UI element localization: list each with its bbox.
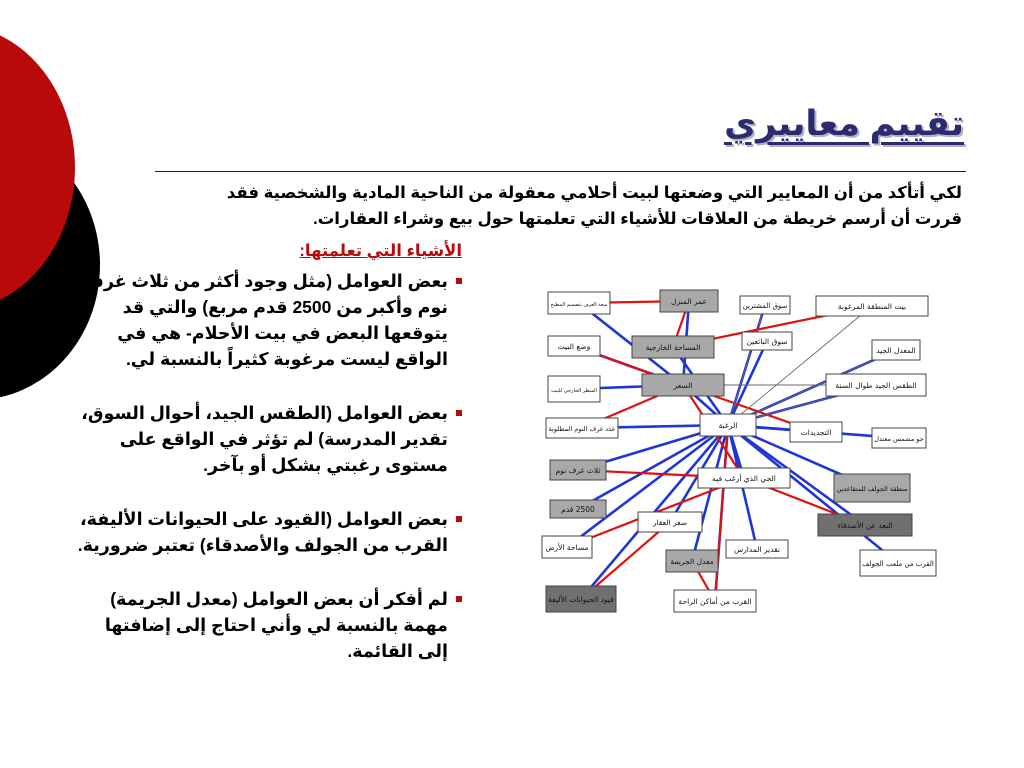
map-node-label: المساحة الخارجية	[645, 343, 701, 352]
map-node-n24	[666, 550, 718, 572]
map-node-n9	[548, 376, 600, 402]
list-item: بعض العوامل (الطقس الجيد، أحوال السوق، تقدير المدرسة) لم تؤثر في الواقع على مستوى رغبتي بشكل أو بآخر.	[70, 400, 462, 478]
map-node-n4	[816, 296, 928, 316]
map-link	[728, 306, 872, 425]
map-node-label: التجديدات	[800, 428, 832, 437]
map-node-n19	[550, 500, 606, 518]
map-node-label: القرب من أماكن الراحة	[678, 597, 752, 606]
map-node-label: القرب من ملعب الجولف	[862, 560, 934, 568]
map-node-n26	[674, 590, 756, 612]
map-node-label: تقدير المدارس	[734, 545, 780, 554]
title-divider	[155, 171, 966, 172]
map-node-label: البعد عن الأصدقاء	[837, 521, 893, 530]
map-node-n11	[826, 374, 926, 396]
map-node-n8	[872, 340, 920, 360]
map-node-n2	[660, 290, 718, 312]
map-node-label: سعة الغرف بتصميم المطبخ	[550, 302, 608, 308]
map-node-label: 2500 قدم	[561, 505, 595, 514]
map-node-n16	[550, 460, 606, 480]
map-node-label: الطقس الجيد طوال السنة	[835, 381, 917, 390]
map-node-label: سعر العقار	[652, 518, 688, 527]
list-item: بعض العوامل (مثل وجود أكثر من ثلاث غرف نوم وأكبر من 2500 قدم مربع) والتي قد يتوقعها البعض في بيت الأحلام- هي في الواقع ليست مرغوبة كثيراً بالنسبة لي.	[70, 268, 462, 372]
map-node-n17	[698, 468, 790, 488]
map-node-n6	[632, 336, 714, 358]
map-node-label: منطقة الجولف للمتقاعدين	[836, 485, 908, 493]
map-node-label: الرغبة	[718, 421, 738, 430]
map-node-n20	[638, 512, 702, 532]
map-node-n18	[834, 474, 910, 502]
map-node-label: سوق البائعين	[746, 337, 788, 346]
map-node-label: عمر المنزل	[671, 297, 707, 306]
map-node-n12	[546, 418, 618, 438]
relationship-map-canvas	[520, 278, 940, 633]
learned-list	[70, 268, 462, 664]
map-node-n10	[642, 374, 724, 396]
map-node-label: جو مشمس معتدل	[874, 435, 924, 443]
map-node-n25	[860, 550, 936, 576]
list-heading: الأشياء التي تعلمتها:	[299, 242, 462, 260]
map-node-label: قيود الحيوانات الأليفة	[548, 595, 614, 604]
map-node-n3	[740, 296, 790, 314]
list-item: بعض العوامل (القيود على الحيوانات الأليفة، القرب من الجولف والأصدقاء) تعتبر ضرورية.	[70, 506, 462, 558]
intro-line-2: قررت أن أرسم خريطة من العلاقات للأشياء التي تعلمتها حول بيع وشراء العقارات.	[313, 210, 962, 228]
map-node-label: الحي الذي أرغب فيه	[712, 474, 776, 483]
map-node-label: المعدل الجيد	[876, 346, 916, 355]
map-node-label: مساحة الأرض	[545, 543, 589, 552]
map-node-label: وضع البيت	[557, 342, 591, 351]
map-node-label: بيت المنطقة المرغوبة	[837, 302, 907, 311]
map-node-n15	[872, 428, 926, 448]
map-node-n21	[818, 514, 912, 536]
map-node-n22	[542, 536, 592, 558]
intro-paragraph	[162, 180, 962, 232]
map-node-n14	[790, 422, 842, 442]
map-node-n27	[546, 586, 616, 612]
map-node-n5	[548, 336, 600, 356]
map-node-n7	[742, 332, 792, 350]
map-node-label: معدل الجريمة	[670, 557, 714, 566]
relationship-map	[520, 278, 940, 633]
map-node-n1	[548, 292, 610, 314]
map-node-label: السعر	[673, 381, 693, 390]
list-item: لم أفكر أن بعض العوامل (معدل الجريمة) مهمة بالنسبة لي وأني احتاج إلى إضافتها إلى القائمة.	[70, 586, 462, 664]
map-node-n13	[700, 414, 756, 436]
map-node-n23	[726, 540, 788, 558]
slide-title: تقييم معاييري	[724, 104, 964, 143]
intro-line-1: لكي أتأكد من أن المعايير التي وضعتها لبيت أحلامي معقولة من الناحية المادية والشخصية فقد	[226, 184, 962, 202]
map-node-label: سوق المشترين	[742, 302, 788, 310]
map-node-label: ثلاث غرف نوم	[555, 466, 601, 475]
map-node-label: عدد غرف النوم المطلوبة	[548, 425, 616, 433]
map-node-label: المنظر الخارجي للبيت	[551, 388, 597, 394]
